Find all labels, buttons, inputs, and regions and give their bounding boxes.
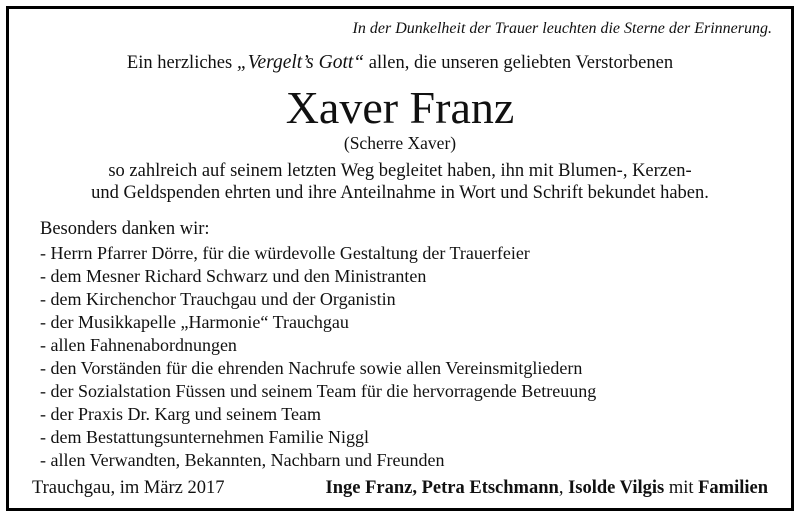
signer-name-3: Isolde Vilgis [568,478,665,498]
list-item: - allen Fahnenabordnungen [40,335,237,355]
list-item: - der Sozialstation Füssen und seinem Team für die hervorragende Betreuung [40,381,597,401]
body-line: so zahlreich auf seinem letzten Weg begleitet haben, ihn mit Blumen-, Kerzen- [108,161,692,181]
thanks-list [40,242,596,472]
signers [326,478,768,499]
thanks-intro: Besonders danken wir: [40,219,210,239]
list-item: - den Vorständen für die ehrenden Nachrufe sowie allen Vereinsmitgliedern [40,358,583,378]
signer-familien: Familien [698,478,768,498]
thanks-pre: Ein herzliches [126,53,237,73]
deceased-nickname: (Scherre Xaver) [343,133,457,153]
deceased-name: Xaver Franz [285,82,515,133]
list-item: - der Musikkapelle „Harmonie“ Trauchgau [40,312,349,332]
list-item: - der Praxis Dr. Karg und seinem Team [40,404,322,424]
list-item: - dem Mesner Richard Schwarz und den Ministranten [40,266,427,286]
thanks-line [0,52,800,74]
signer-mit: mit [664,478,699,498]
place-date: Trauchgau, im März 2017 [32,478,225,498]
body-line: und Geldspenden ehrten und ihre Anteilnahme in Wort und Schrift bekundet haben. [91,183,709,203]
thanks-quote: „Vergelt’s Gott“ [236,52,365,73]
motto: In der Dunkelheit der Trauer leuchten die Sterne der Erinnerung. [352,20,772,37]
thanks-post: allen, die unseren geliebten Verstorbenen [364,53,674,73]
signer-names: Inge Franz, Petra Etschmann [325,478,559,498]
list-item: - allen Verwandten, Bekannten, Nachbarn und Freunden [40,450,445,470]
list-item: - dem Kirchenchor Trauchgau und der Organistin [40,289,396,309]
list-item: - Herrn Pfarrer Dörre, für die würdevolle Gestaltung der Trauerfeier [40,243,530,263]
body-text [0,160,800,204]
signer-separator: , [558,478,569,498]
list-item: - dem Bestattungsunternehmen Familie Niggl [40,427,369,447]
